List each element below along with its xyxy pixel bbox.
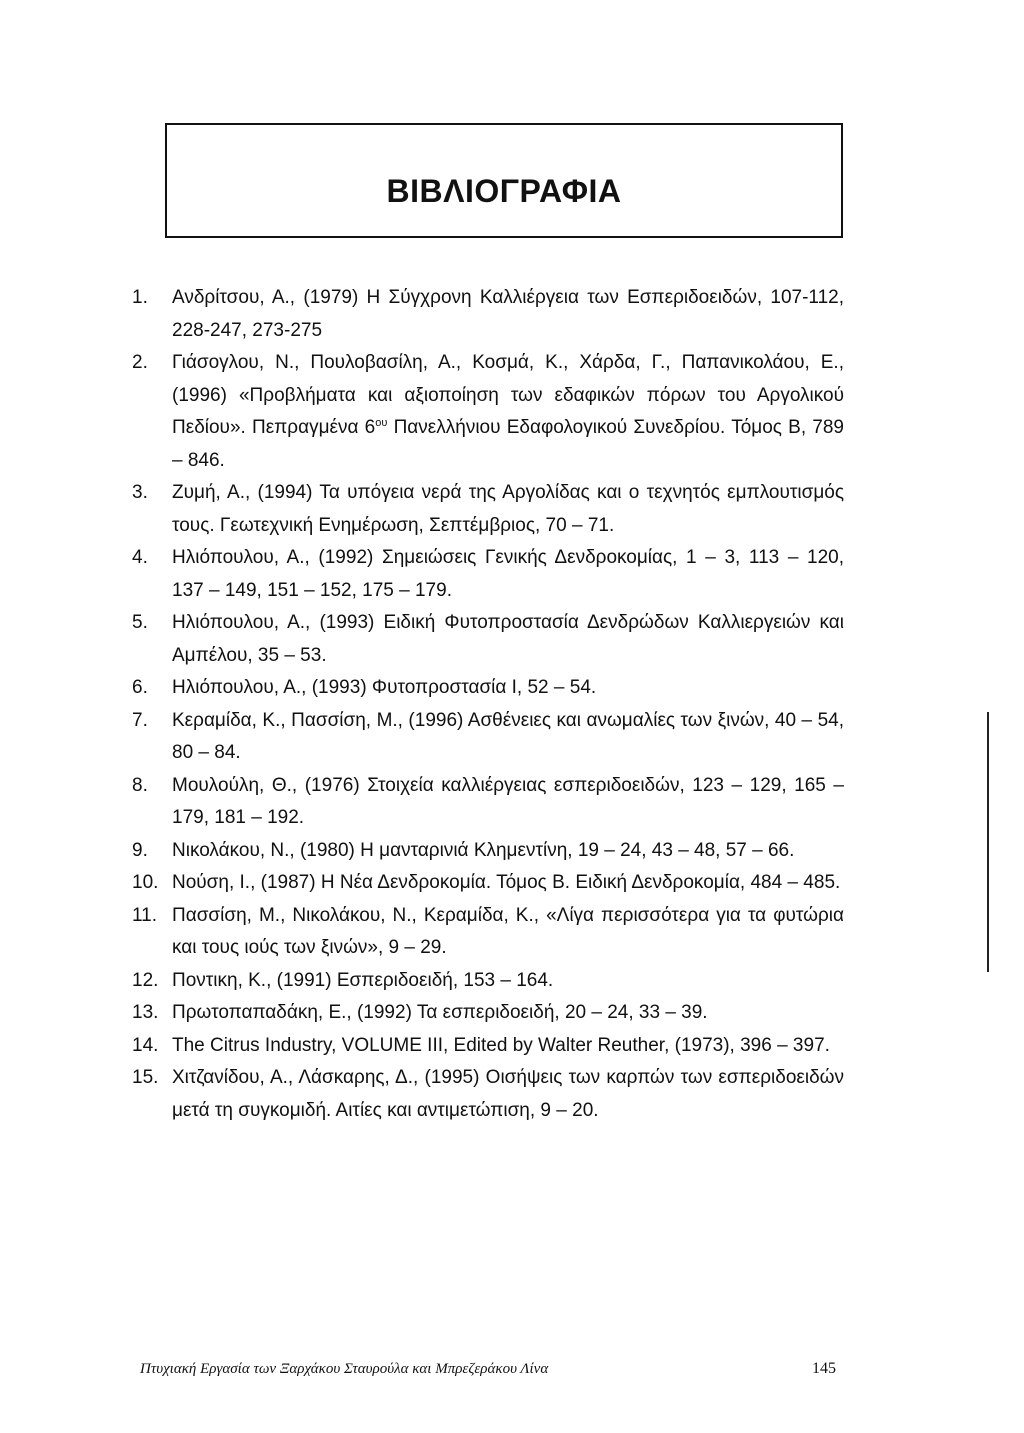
title-frame — [165, 123, 843, 238]
bibliography-list — [132, 282, 844, 1127]
reference-number: 7. — [132, 709, 148, 731]
reference-text — [172, 352, 844, 471]
reference-text-part: Πανελλήνιου Εδαφολογικού Συνεδρίου. Τόμος Β, 789 – 846. — [172, 417, 844, 471]
reference-item — [132, 672, 844, 705]
margin-scan-line — [987, 712, 989, 972]
reference-item — [132, 607, 844, 672]
reference-item — [132, 347, 844, 477]
reference-item — [132, 965, 844, 998]
reference-text: Νούση, Ι., (1987) Η Νέα Δενδροκομία. Τόμος Β. Ειδική Δενδροκομία, 484 – 485. — [172, 872, 841, 893]
reference-number: 6. — [132, 677, 148, 698]
reference-text: Ηλιόπουλου, Α., (1992) Σημειώσεις Γενικής Δενδροκομίας, 1 – 3, 113 – 120, 137 – 149, 151 – 152, 175 – 179. — [172, 547, 844, 601]
reference-number: 5. — [132, 612, 148, 633]
reference-text: Ποντικη, Κ., (1991) Εσπεριδοειδή, 153 – 164. — [172, 969, 554, 991]
footer-text: Πτυχιακή Εργασία των Ξαρχάκου Σταυρούλα και Μπρεζεράκου Λίνα — [140, 1361, 549, 1377]
reference-number: 11. — [132, 904, 158, 926]
reference-number: 4. — [132, 547, 148, 568]
reference-item — [132, 282, 844, 347]
reference-item — [132, 1030, 844, 1063]
reference-item — [132, 477, 844, 542]
reference-text: Πασσίση, Μ., Νικολάκου, Ν., Κεραμίδα, Κ., «Λίγα περισσότερα για τα φυτώρια και τους ιούς των ξινών», 9 – 29. — [172, 904, 844, 958]
reference-text: Ηλιόπουλου, Α., (1993) Φυτοπροστασία Ι, 52 – 54. — [172, 677, 597, 698]
reference-text: Χιτζανίδου, Α., Λάσκαρης, Δ., (1995) Οισήψεις των καρπών των εσπεριδοειδών μετά τη συγκομιδή. Αιτίες και αντιμετώπιση, 9 – 20. — [172, 1067, 844, 1121]
reference-item — [132, 867, 844, 900]
reference-number: 2. — [132, 352, 148, 373]
page-title: ΒΙΒΛΙΟΓΡΑΦΙΑ — [386, 173, 622, 209]
reference-item — [132, 997, 844, 1030]
reference-number: 9. — [132, 839, 148, 861]
reference-text: Νικολάκου, Ν., (1980) Η μανταρινιά Κλημεντίνη, 19 – 24, 43 – 48, 57 – 66. — [172, 839, 795, 861]
reference-number: 8. — [132, 774, 148, 796]
reference-item — [132, 542, 844, 607]
reference-item — [132, 835, 844, 868]
reference-text: Μουλούλη, Θ., (1976) Στοιχεία καλλιέργειας εσπεριδοειδών, 123 – 129, 165 – 179, 181 – 192. — [172, 774, 844, 828]
reference-number: 10. — [132, 872, 159, 893]
ordinal-superscript: ου — [375, 417, 388, 429]
reference-text: Ζυμή, Α., (1994) Τα υπόγεια νερά της Αργολίδας και ο τεχνητός εμπλουτισμός τους. Γεωτεχνική Ενημέρωση, Σεπτέμβριος, 70 – 71. — [172, 482, 844, 536]
reference-text: Πρωτοπαπαδάκη, Ε., (1992) Τα εσπεριδοειδή, 20 – 24, 33 – 39. — [172, 1002, 708, 1023]
reference-number: 13. — [132, 1002, 159, 1023]
reference-item — [132, 900, 844, 965]
reference-number: 15. — [132, 1067, 159, 1088]
page-number: 145 — [812, 1360, 836, 1377]
reference-text: The Citrus Industry, VOLUME III, Edited by Walter Reuther, (1973), 396 – 397. — [172, 1034, 830, 1056]
reference-number: 14. — [132, 1034, 159, 1056]
reference-item — [132, 705, 844, 770]
reference-text: Ηλιόπουλου, Α., (1993) Ειδική Φυτοπροστασία Δενδρώδων Καλλιεργειών και Αμπέλου, 35 – 53. — [172, 612, 844, 666]
reference-number: 3. — [132, 482, 148, 503]
reference-number: 12. — [132, 969, 159, 991]
reference-text: Ανδρίτσου, Α., (1979) Η Σύγχρονη Καλλιέργεια των Εσπεριδοειδών, 107-112, 228-247, 273-275 — [172, 287, 844, 341]
reference-item — [132, 770, 844, 835]
reference-number: 1. — [132, 287, 148, 308]
reference-item — [132, 1062, 844, 1127]
reference-text-part: Γιάσογλου, Ν., Πουλοβασίλη, Α., Κοσμά, Κ., Χάρδα, Γ., Παπανικολάου, Ε., (1996) «Προβλήματα και αξιοποίηση των εδαφικών πόρων του Αργολικού Πεδίου». Πεπραγμένα 6 — [172, 352, 844, 438]
reference-text: Κεραμίδα, Κ., Πασσίση, Μ., (1996) Ασθένειες και ανωμαλίες των ξινών, 40 – 54, 80 – 84. — [172, 709, 844, 763]
